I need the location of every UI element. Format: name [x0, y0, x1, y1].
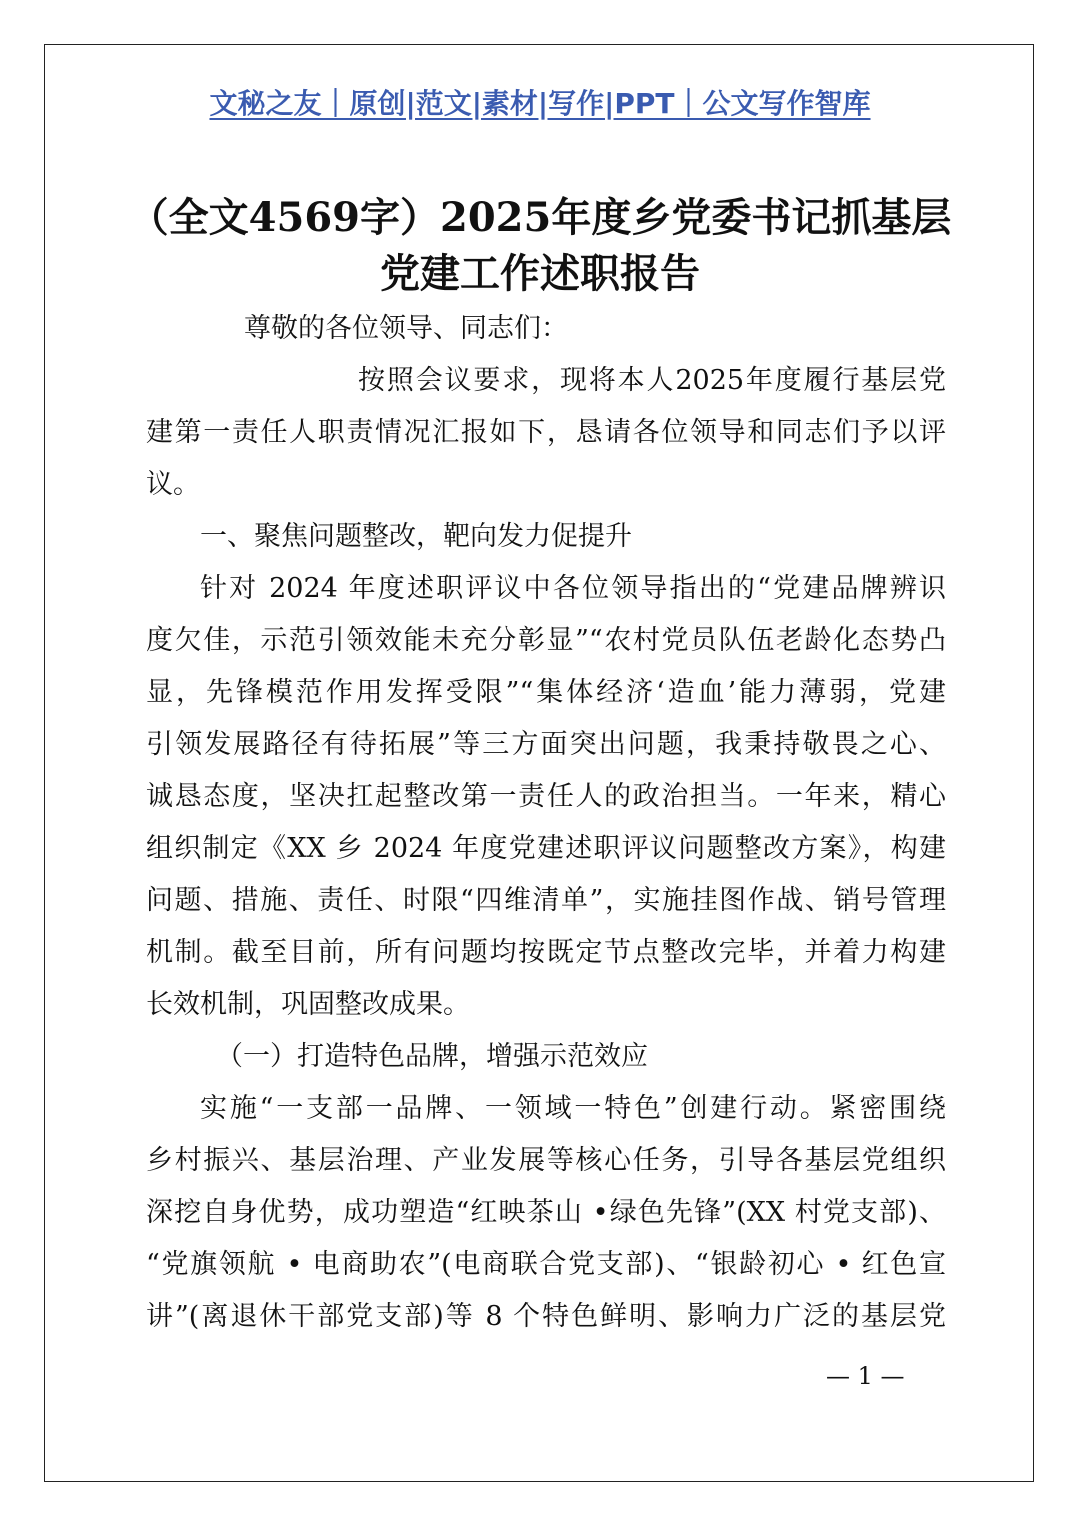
- section-heading: 一、聚焦问题整改，靶向发力促提升: [200, 521, 632, 552]
- paragraph-line: 针对 2024 年度述职评议中各位领导指出的“党建品牌辨识: [200, 573, 946, 604]
- paragraph-line: 实施“一支部一品牌、一领域一特色”创建行动。紧密围绕: [200, 1093, 946, 1124]
- header-link[interactable]: 文秘之友｜原创|范文|素材|写作|PPT｜公文写作智库: [209, 87, 871, 120]
- paragraph-line: 显，先锋模范作用发挥受限”“集体经济‘造血’能力薄弱，党建: [146, 677, 946, 708]
- paragraph-line: 建第一责任人职责情况汇报如下，恳请各位领导和同志们予以评: [146, 417, 946, 448]
- paragraph-line: 度欠佳，示范引领效能未充分彰显”“农村党员队伍老龄化态势凸: [146, 625, 946, 656]
- title-line-2: 党建工作述职报告: [380, 250, 700, 297]
- paragraph-line: “党旗领航 • 电商助农”(电商联合党支部)、“银龄初心 • 红色宣: [146, 1249, 946, 1280]
- paragraph-line: 议。: [146, 469, 200, 500]
- salutation: 尊敬的各位领导、同志们：: [244, 313, 568, 344]
- paragraph-line: 问题、措施、责任、时限“四维清单”，实施挂图作战、销号管理: [146, 885, 946, 916]
- title-line-1: （全文4569字）2025年度乡党委书记抓基层: [128, 194, 952, 241]
- document-title: [100, 190, 980, 302]
- paragraph-line: 讲”(离退休干部党支部)等 8 个特色鲜明、影响力广泛的基层党: [146, 1301, 946, 1332]
- paragraph-line: 组织制定《XX 乡 2024 年度党建述职评议问题整改方案》，构建: [146, 833, 946, 864]
- paragraph-line: 长效机制，巩固整改成果。: [146, 989, 470, 1020]
- paragraph-line: 乡村振兴、基层治理、产业发展等核心任务，引导各基层党组织: [146, 1145, 946, 1176]
- paragraph-line: 按照会议要求，现将本人2025年度履行基层党: [358, 365, 946, 396]
- page-number: — 1 —: [826, 1362, 905, 1390]
- paragraph-line: 诚恳态度，坚决扛起整改第一责任人的政治担当。一年来，精心: [146, 781, 946, 812]
- paragraph-line: 深挖自身优势，成功塑造“红映茶山 •绿色先锋”(XX 村党支部)、: [146, 1197, 946, 1228]
- paragraph-line: 引领发展路径有待拓展”等三方面突出问题，我秉持敬畏之心、: [146, 729, 946, 760]
- paragraph-line: 机制。截至目前，所有问题均按既定节点整改完毕，并着力构建: [146, 937, 946, 968]
- subsection-heading: （一）打造特色品牌，增强示范效应: [216, 1041, 648, 1072]
